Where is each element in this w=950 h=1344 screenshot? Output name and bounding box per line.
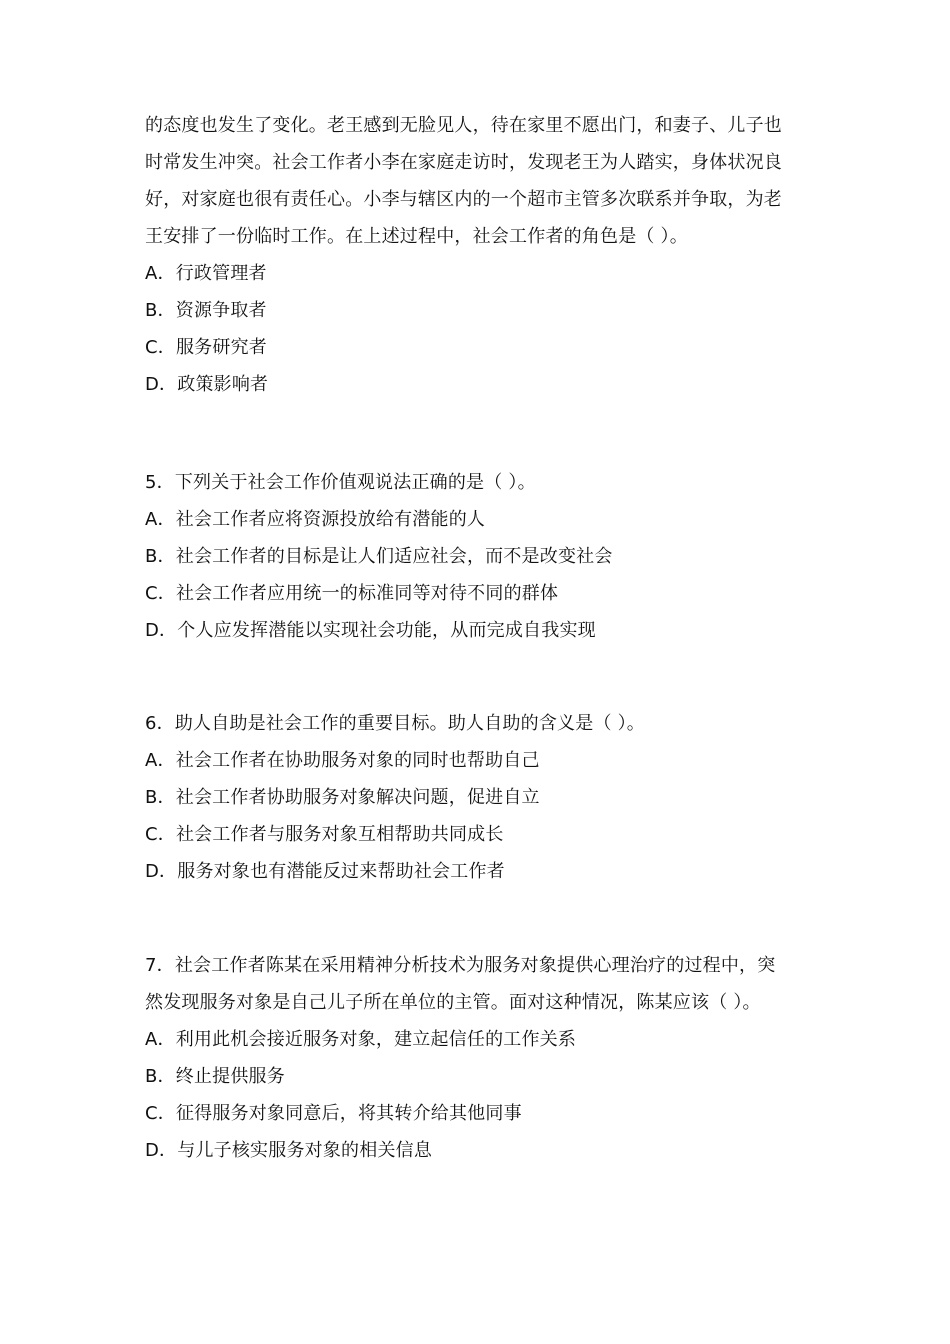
option-c: C．社会工作者与服务对象互相帮助共同成长 xyxy=(145,824,504,845)
option-d: D．政策影响者 xyxy=(145,374,269,395)
question-text-line: 好，对家庭也很有责任心。小李与辖区内的一个超市主管多次联系并争取，为老 xyxy=(145,189,782,210)
question-6-text: 6．助人自助是社会工作的重要目标。助人自助的含义是（ ）。 xyxy=(145,713,645,734)
option-c: C．征得服务对象同意后，将其转介给其他同事 xyxy=(145,1103,522,1124)
question-5-text: 5．下列关于社会工作价值观说法正确的是（ ）。 xyxy=(145,472,536,493)
option-c: C．社会工作者应用统一的标准同等对待不同的群体 xyxy=(145,583,559,604)
question-text-line: 的态度也发生了变化。老王感到无脸见人，待在家里不愿出门，和妻子、儿子也 xyxy=(145,115,782,136)
option-a: A．行政管理者 xyxy=(145,263,267,284)
option-d: D．服务对象也有潜能反过来帮助社会工作者 xyxy=(145,861,505,882)
option-b: B．终止提供服务 xyxy=(145,1066,285,1087)
option-b: B．社会工作者协助服务对象解决问题，促进自立 xyxy=(145,787,540,808)
option-a: A．社会工作者在协助服务对象的同时也帮助自己 xyxy=(145,750,540,771)
option-d: D．个人应发挥潜能以实现社会功能，从而完成自我实现 xyxy=(145,620,596,641)
question-text-line: 时常发生冲突。社会工作者小李在家庭走访时，发现老王为人踏实，身体状况良 xyxy=(145,152,782,173)
question-7-text-line: 7．社会工作者陈某在采用精神分析技术为服务对象提供心理治疗的过程中，突 xyxy=(145,955,776,976)
option-c: C．服务研究者 xyxy=(145,337,267,358)
option-a: A．社会工作者应将资源投放给有潜能的人 xyxy=(145,509,486,530)
question-text-line: 王安排了一份临时工作。在上述过程中，社会工作者的角色是（ ）。 xyxy=(145,226,688,247)
option-a: A．利用此机会接近服务对象，建立起信任的工作关系 xyxy=(145,1029,577,1050)
option-b: B．资源争取者 xyxy=(145,300,267,321)
option-d: D．与儿子核实服务对象的相关信息 xyxy=(145,1140,433,1161)
option-b: B．社会工作者的目标是让人们适应社会，而不是改变社会 xyxy=(145,546,613,567)
question-7-text-line: 然发现服务对象是自己儿子所在单位的主管。面对这种情况，陈某应该（ ）。 xyxy=(145,992,761,1013)
